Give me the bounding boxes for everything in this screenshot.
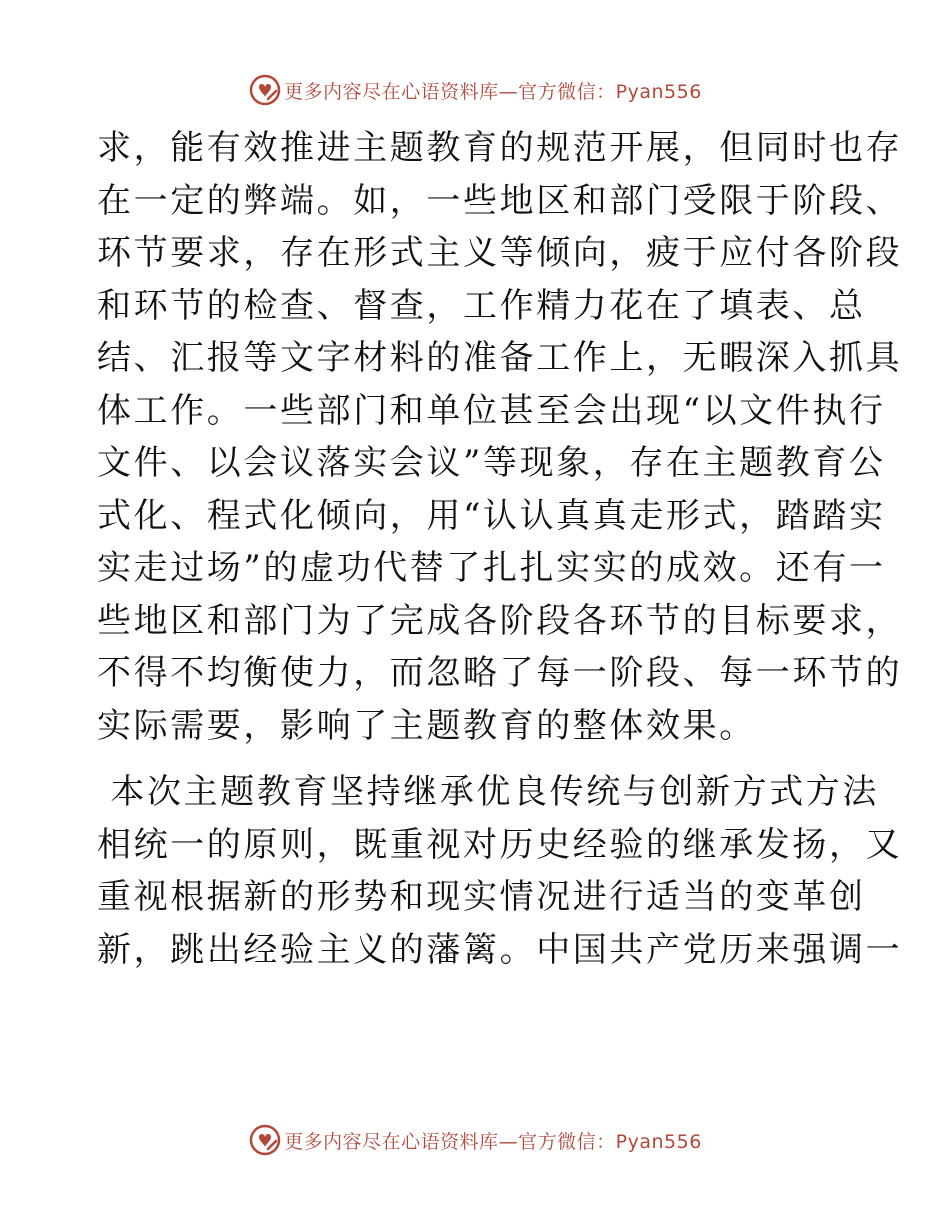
text-line: 文件、以会议落实会议”等现象，存在主题教育公 bbox=[97, 443, 886, 483]
text-line: 新，跳出经验主义的藩篱。中国共产党历来强调一 bbox=[97, 929, 903, 970]
text-line: 在一定的弊端。如，一些地区和部门受限于阶段、 bbox=[97, 180, 903, 221]
banner-text: 更多内容尽在心语资料库—官方微信：Pyan556 bbox=[284, 1130, 702, 1153]
paragraph bbox=[97, 766, 903, 976]
text-line: 不得不均衡使力，而忽略了每一阶段、每一环节的 bbox=[97, 653, 903, 693]
text-line: 结、汇报等文字材料的准备工作上，无暇深入抓具 bbox=[97, 338, 903, 378]
banner-text: 更多内容尽在心语资料库—官方微信：Pyan556 bbox=[284, 80, 702, 103]
paragraph bbox=[97, 122, 903, 752]
footer-banner bbox=[0, 1120, 950, 1160]
text-line: 式化、程式化倾向，用“认认真真走形式，踏踏实 bbox=[97, 495, 886, 536]
heart-pen-logo-icon bbox=[248, 73, 282, 107]
text-line: 实走过场”的虚功代替了扎扎实实的成效。还有一 bbox=[97, 548, 886, 588]
text-line: 实际需要，影响了主题教育的整体效果。 bbox=[97, 705, 756, 746]
document-body bbox=[97, 122, 903, 976]
text-line: 重视根据新的形势和现实情况进行适当的变革创 bbox=[97, 877, 866, 917]
heart-pen-logo-icon bbox=[248, 1123, 282, 1157]
header-banner bbox=[0, 70, 950, 110]
text-line: 些地区和部门为了完成各阶段各环节的目标要求， bbox=[97, 600, 903, 641]
text-line: 体工作。一些部门和单位甚至会出现“以文件执行 bbox=[97, 390, 886, 431]
text-line: 和环节的检查、督查，工作精力花在了填表、总 bbox=[97, 285, 866, 326]
text-line: 相统一的原则，既重视对历史经验的继承发扬，又 bbox=[97, 824, 903, 865]
text-line: 本次主题教育坚持继承优良传统与创新方式方法 bbox=[97, 772, 880, 812]
text-line: 环节要求，存在形式主义等倾向，疲于应付各阶段 bbox=[97, 233, 903, 273]
text-line: 求，能有效推进主题教育的规范开展，但同时也存 bbox=[97, 128, 903, 168]
